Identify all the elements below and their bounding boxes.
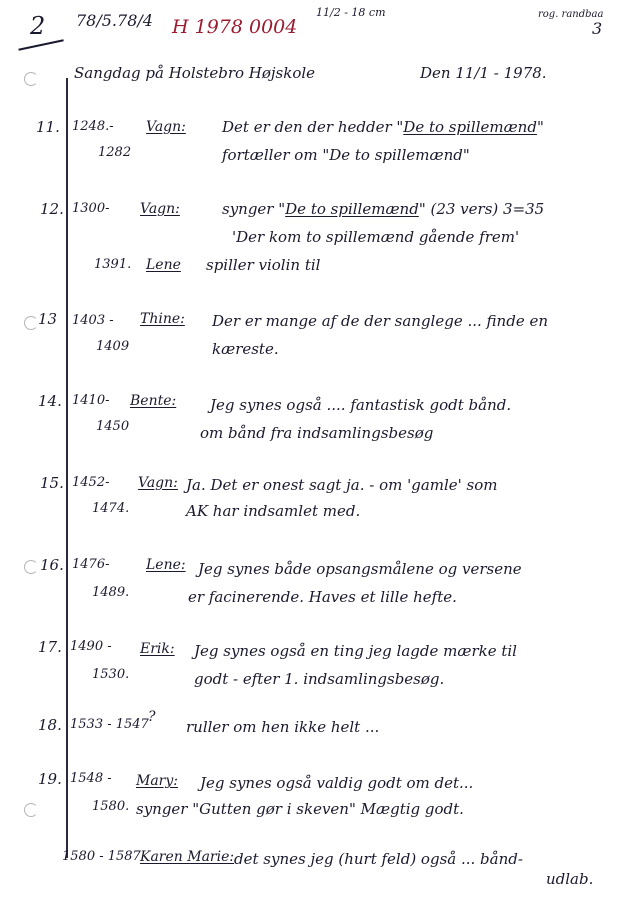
entry-time-start: 1548 - xyxy=(70,771,112,786)
page-number: 2 xyxy=(30,12,46,40)
entry-speaker: Lene xyxy=(146,257,181,273)
entry-line: 'Der kom to spillemænd gående frem' xyxy=(232,228,520,246)
archive-reference: H 1978 0004 xyxy=(172,16,298,38)
entry-time-start: 1410- xyxy=(72,393,110,408)
binder-hole xyxy=(24,72,38,86)
entry-number: 11. xyxy=(36,118,60,136)
entry-time-start: 1533 - 1547 xyxy=(70,717,149,732)
entry-text: " (23 vers) 3=35 xyxy=(418,200,545,218)
binder-hole xyxy=(24,803,38,817)
entry-number: 14. xyxy=(38,392,62,410)
entry-line: Jeg synes også .... fantastisk godt bånd. xyxy=(210,396,512,414)
entry-line: kæreste. xyxy=(212,340,279,358)
entry-text: " xyxy=(536,118,544,136)
entry-time-end: 1580. xyxy=(92,799,130,814)
entry-line: om bånd fra indsamlingsbesøg xyxy=(200,424,434,442)
entry-line: fortæller om "De to spillemænd" xyxy=(222,146,470,164)
entry-speaker: Bente: xyxy=(130,393,177,409)
entry-line xyxy=(222,118,544,136)
entry-number: 12. xyxy=(40,200,64,218)
entry-speaker: Vagn: xyxy=(138,475,178,491)
entry-time-end: 1391. xyxy=(94,257,132,272)
entry-speaker: Karen Marie: xyxy=(140,849,235,865)
entry-time-end: 1489. xyxy=(92,585,130,600)
entry-line: godt - efter 1. indsamlingsbesøg. xyxy=(194,670,445,688)
entry-time-end: 1450 xyxy=(96,419,130,434)
song-title: De to spillemænd xyxy=(285,200,419,218)
entry-time-start: 1476- xyxy=(72,557,110,572)
entry-speaker: Vagn: xyxy=(146,119,186,135)
entry-line: ruller om hen ikke helt ... xyxy=(186,718,380,736)
entry-line: Jeg synes både opsangsmålene og versene xyxy=(198,560,522,578)
margin-line xyxy=(66,78,68,858)
entry-speaker: Mary: xyxy=(136,773,178,789)
entry-line xyxy=(222,200,544,218)
tape-speed: 11/2 - 18 cm xyxy=(316,6,386,19)
reference-number: 78/5.78/4 xyxy=(76,11,153,30)
entry-speaker: Thine: xyxy=(140,311,185,327)
entry-speaker: Vagn: xyxy=(140,201,180,217)
entry-line: Ja. Det er onest sagt ja. - om 'gamle' som xyxy=(186,476,498,494)
entry-number: 13 xyxy=(38,310,58,328)
entry-time-start: 1403 - xyxy=(72,313,114,328)
entry-time-start: 1580 - 1587 xyxy=(62,849,141,864)
entry-time-end: 1282 xyxy=(98,145,132,160)
entry-line: Der er mange af de der sanglege ... finde en xyxy=(212,312,549,330)
entry-number: 19. xyxy=(38,770,62,788)
entry-line: AK har indsamlet med. xyxy=(186,502,361,520)
entry-text: Det er den der hedder " xyxy=(222,118,404,136)
entry-speaker: Erik: xyxy=(140,641,175,657)
entry-line: er facinerende. Haves et lille hefte. xyxy=(188,588,457,606)
entry-line: Jeg synes også valdig godt om det... xyxy=(200,774,474,792)
entry-line: spiller violin til xyxy=(206,256,321,274)
corner-number: 3 xyxy=(592,19,603,38)
binder-hole xyxy=(24,560,38,574)
document-date: Den 11/1 - 1978. xyxy=(420,64,547,82)
document-title: Sangdag på Holstebro Højskole xyxy=(74,64,316,82)
entry-speaker: ? xyxy=(148,709,156,725)
song-title: De to spillemænd xyxy=(403,118,537,136)
entry-time-start: 1452- xyxy=(72,475,110,490)
entry-time-end: 1530. xyxy=(92,667,130,682)
entry-text: synger " xyxy=(222,200,286,218)
entry-line: det synes jeg (hurt feld) også ... bånd- xyxy=(234,850,523,868)
entry-time-start: 1300- xyxy=(72,201,110,216)
page-number-underline xyxy=(18,39,63,50)
entry-time-end: 1409 xyxy=(96,339,130,354)
entry-number: 15. xyxy=(40,474,64,492)
binder-hole xyxy=(24,316,38,330)
entry-time-end: 1474. xyxy=(92,501,130,516)
entry-line: Jeg synes også en ting jeg lagde mærke til xyxy=(194,642,517,660)
entry-line: synger "Gutten gør i skeven" Mægtig godt. xyxy=(136,800,464,818)
corner-note: rog. randbaa xyxy=(538,9,604,20)
entry-speaker: Lene: xyxy=(146,557,186,573)
entry-number: 18. xyxy=(38,716,62,734)
entry-line: udlab. xyxy=(546,870,594,888)
entry-number: 17. xyxy=(38,638,62,656)
entry-time-start: 1248.- xyxy=(72,119,114,134)
entry-number: 16. xyxy=(40,556,64,574)
entry-time-start: 1490 - xyxy=(70,639,112,654)
